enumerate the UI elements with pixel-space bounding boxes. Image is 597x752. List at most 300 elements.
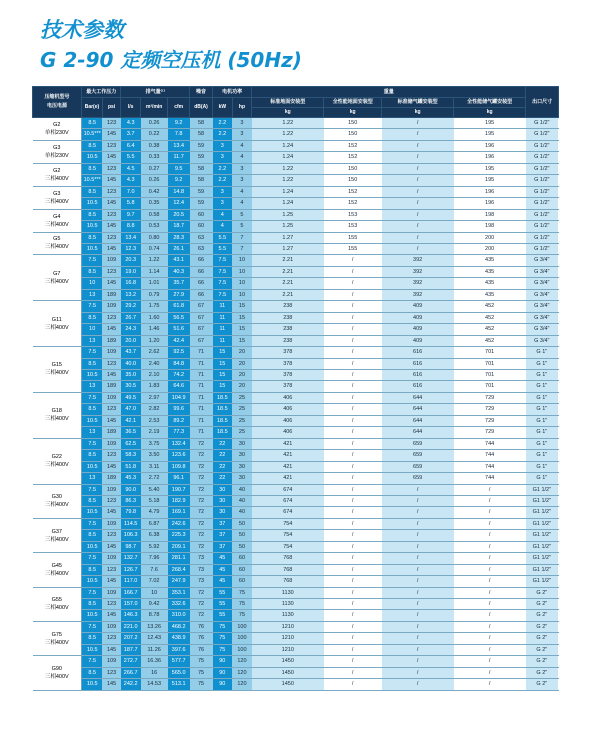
cell-weight-4: / [454, 495, 526, 506]
cell-outlet: G 2" [526, 656, 559, 667]
table-row [33, 656, 559, 667]
table-row [33, 507, 559, 518]
cell-weight-2: / [324, 278, 382, 289]
cell-weight-3: 409 [382, 335, 454, 346]
cell-weight-4: 452 [454, 301, 526, 312]
cell-dba: 73 [190, 553, 213, 564]
cell-cfm: 99.6 [168, 404, 190, 415]
cell-weight-2: / [324, 289, 382, 300]
cell-m3min: 0.26 [141, 175, 168, 186]
cell-hp: 120 [232, 679, 252, 690]
cell-weight-4: 435 [454, 255, 526, 266]
cell-weight-1: 768 [252, 576, 324, 587]
cell-weight-4: 701 [454, 369, 526, 380]
cell-bar: 10.5 [82, 576, 103, 587]
cell-weight-2: 152 [324, 186, 382, 197]
cell-cfm: 51.6 [168, 324, 190, 335]
table-row [33, 255, 559, 266]
cell-ls: 242.2 [121, 679, 141, 690]
model-cell [33, 392, 82, 438]
cell-weight-3: 659 [382, 450, 454, 461]
cell-dba: 71 [190, 415, 213, 426]
cell-weight-3: / [382, 495, 454, 506]
cell-dba: 58 [190, 175, 213, 186]
cell-dba: 58 [190, 129, 213, 140]
table-row [33, 301, 559, 312]
cell-weight-1: 674 [252, 495, 324, 506]
table-row [33, 369, 559, 380]
cell-weight-2: 153 [324, 209, 382, 220]
model-cell [33, 656, 82, 690]
cell-weight-3: / [382, 209, 454, 220]
cell-m3min: 0.74 [141, 243, 168, 254]
cell-ls: 8.8 [121, 221, 141, 232]
cell-kw: 75 [213, 644, 233, 655]
cell-cfm: 513.1 [168, 679, 190, 690]
cell-cfm: 310.0 [168, 610, 190, 621]
cell-weight-4: / [454, 587, 526, 598]
cell-cfm: 268.4 [168, 564, 190, 575]
cell-hp: 5 [232, 221, 252, 232]
page-subtitle: G 2-90 定频空压机 (50Hz) [40, 48, 302, 72]
cell-weight-4: 198 [454, 209, 526, 220]
cell-ls: 86.3 [121, 495, 141, 506]
cell-dba: 71 [190, 381, 213, 392]
cell-kw: 2.2 [213, 175, 233, 186]
cell-hp: 4 [232, 140, 252, 151]
cell-weight-3: 392 [382, 289, 454, 300]
cell-outlet: G 1" [526, 461, 559, 472]
cell-weight-2: / [324, 610, 382, 621]
cell-ls: 13.4 [121, 232, 141, 243]
cell-kw: 2.2 [213, 129, 233, 140]
cell-m3min: 2.53 [141, 415, 168, 426]
cell-ls: 187.7 [121, 644, 141, 655]
cell-m3min: 0.79 [141, 289, 168, 300]
cell-outlet: G 3/4" [526, 255, 559, 266]
cell-psi: 145 [102, 221, 121, 232]
header-kg-4: kg [454, 108, 526, 118]
cell-hp: 25 [232, 392, 252, 403]
cell-ls: 58.3 [121, 450, 141, 461]
cell-kw: 30 [213, 495, 233, 506]
model-name: G4 [53, 213, 61, 220]
cell-bar: 10.5 [82, 243, 103, 254]
cell-weight-4: / [454, 518, 526, 529]
cell-hp: 100 [232, 644, 252, 655]
cell-weight-3: / [382, 140, 454, 151]
cell-m3min: 2.19 [141, 427, 168, 438]
cell-bar: 8.5 [82, 530, 103, 541]
model-name: G37 [51, 528, 62, 535]
cell-weight-1: 1130 [252, 587, 324, 598]
model-name: G7 [53, 270, 61, 277]
cell-weight-3: / [382, 221, 454, 232]
cell-weight-4: 452 [454, 335, 526, 346]
cell-m3min: 0.38 [141, 140, 168, 151]
cell-hp: 20 [232, 369, 252, 380]
cell-m3min: 14.53 [141, 679, 168, 690]
cell-weight-3: / [382, 679, 454, 690]
cell-dba: 71 [190, 358, 213, 369]
cell-weight-3: / [382, 564, 454, 575]
table-row [33, 347, 559, 358]
cell-kw: 30 [213, 484, 233, 495]
cell-weight-4: 452 [454, 312, 526, 323]
cell-dba: 72 [190, 610, 213, 621]
table-row [33, 610, 559, 621]
cell-weight-4: / [454, 633, 526, 644]
model-power-supply: 三相400V [44, 605, 69, 612]
cell-weight-1: 1.22 [252, 118, 324, 129]
model-name: G11 [51, 316, 62, 323]
cell-weight-4: / [454, 541, 526, 552]
cell-weight-1: 406 [252, 415, 324, 426]
cell-psi: 145 [102, 243, 121, 254]
cell-ls: 51.8 [121, 461, 141, 472]
header-kg-3: kg [382, 108, 454, 118]
cell-hp: 10 [232, 266, 252, 277]
cell-ls: 5.8 [121, 198, 141, 209]
cell-hp: 25 [232, 404, 252, 415]
cell-weight-3: / [382, 198, 454, 209]
cell-weight-1: 1450 [252, 679, 324, 690]
cell-cfm: 169.1 [168, 507, 190, 518]
cell-kw: 3 [213, 140, 233, 151]
cell-m3min: 1.14 [141, 266, 168, 277]
cell-weight-1: 238 [252, 335, 324, 346]
cell-weight-1: 421 [252, 461, 324, 472]
table-row [33, 427, 559, 438]
cell-weight-1: 1.22 [252, 175, 324, 186]
cell-psi: 145 [102, 129, 121, 140]
cell-ls: 221.0 [121, 621, 141, 632]
cell-weight-4: 196 [454, 186, 526, 197]
cell-kw: 3 [213, 186, 233, 197]
cell-cfm: 28.3 [168, 232, 190, 243]
cell-m3min: 3.11 [141, 461, 168, 472]
cell-weight-1: 406 [252, 392, 324, 403]
cell-ls: 4.3 [121, 175, 141, 186]
cell-psi: 123 [102, 404, 121, 415]
cell-weight-3: 409 [382, 301, 454, 312]
cell-outlet: G 1/2" [526, 140, 559, 151]
cell-m3min: 0.33 [141, 152, 168, 163]
cell-weight-1: 238 [252, 312, 324, 323]
cell-weight-2: / [324, 438, 382, 449]
cell-ls: 35.0 [121, 369, 141, 380]
cell-outlet: G 3/4" [526, 301, 559, 312]
cell-kw: 22 [213, 438, 233, 449]
cell-weight-1: 768 [252, 553, 324, 564]
cell-ls: 12.3 [121, 243, 141, 254]
cell-psi: 123 [102, 312, 121, 323]
table-row [33, 679, 559, 690]
cell-cfm: 7.8 [168, 129, 190, 140]
cell-ls: 62.5 [121, 438, 141, 449]
cell-m3min: 0.53 [141, 221, 168, 232]
table-row [33, 576, 559, 587]
cell-weight-1: 1.22 [252, 163, 324, 174]
cell-weight-4: / [454, 564, 526, 575]
cell-m3min: 1.75 [141, 301, 168, 312]
cell-hp: 60 [232, 576, 252, 587]
cell-weight-1: 421 [252, 473, 324, 484]
model-name: G3 [53, 144, 61, 151]
cell-weight-4: / [454, 621, 526, 632]
model-name: G90 [51, 665, 62, 672]
cell-psi: 145 [102, 175, 121, 186]
cell-bar: 10.5 [82, 679, 103, 690]
table-row [33, 484, 559, 495]
cell-ls: 272.7 [121, 656, 141, 667]
cell-weight-1: 1.24 [252, 140, 324, 151]
cell-bar: 7.5 [82, 621, 103, 632]
cell-psi: 109 [102, 255, 121, 266]
cell-weight-4: / [454, 507, 526, 518]
cell-weight-1: 1210 [252, 621, 324, 632]
cell-bar: 7.5 [82, 518, 103, 529]
cell-psi: 109 [102, 438, 121, 449]
cell-weight-2: / [324, 358, 382, 369]
cell-weight-4: 701 [454, 381, 526, 392]
header-outlet: 出口尺寸 [526, 87, 559, 118]
cell-psi: 109 [102, 347, 121, 358]
cell-bar: 7.5 [82, 392, 103, 403]
cell-weight-4: 435 [454, 266, 526, 277]
cell-dba: 72 [190, 473, 213, 484]
cell-cfm: 11.7 [168, 152, 190, 163]
cell-m3min: 1.20 [141, 335, 168, 346]
cell-weight-1: 238 [252, 324, 324, 335]
cell-bar: 8.5 [82, 599, 103, 610]
cell-weight-4: 200 [454, 243, 526, 254]
header-hp: hp [232, 98, 252, 118]
cell-hp: 25 [232, 415, 252, 426]
cell-outlet: G1 1/2" [526, 530, 559, 541]
cell-hp: 50 [232, 530, 252, 541]
cell-psi: 109 [102, 587, 121, 598]
cell-weight-4: / [454, 679, 526, 690]
cell-m3min: 10 [141, 587, 168, 598]
cell-cfm: 26.1 [168, 243, 190, 254]
cell-dba: 71 [190, 392, 213, 403]
table-row [33, 163, 559, 174]
cell-kw: 45 [213, 564, 233, 575]
cell-weight-2: / [324, 576, 382, 587]
cell-kw: 22 [213, 461, 233, 472]
cell-bar: 8.5 [82, 312, 103, 323]
cell-psi: 145 [102, 576, 121, 587]
table-row [33, 152, 559, 163]
cell-cfm: 56.5 [168, 312, 190, 323]
table-body [33, 118, 559, 691]
cell-psi: 145 [102, 152, 121, 163]
cell-weight-1: 768 [252, 564, 324, 575]
cell-psi: 145 [102, 507, 121, 518]
cell-outlet: G 1" [526, 450, 559, 461]
cell-kw: 11 [213, 301, 233, 312]
cell-bar: 10 [82, 324, 103, 335]
cell-weight-1: 674 [252, 484, 324, 495]
cell-bar: 10.5 [82, 610, 103, 621]
cell-psi: 123 [102, 633, 121, 644]
cell-m3min: 1.46 [141, 324, 168, 335]
cell-bar: 7.5 [82, 484, 103, 495]
cell-dba: 72 [190, 507, 213, 518]
cell-weight-2: 150 [324, 129, 382, 140]
cell-dba: 72 [190, 587, 213, 598]
cell-bar: 7.5 [82, 587, 103, 598]
cell-bar: 7.5 [82, 438, 103, 449]
cell-m3min: 5.18 [141, 495, 168, 506]
cell-psi: 109 [102, 553, 121, 564]
cell-weight-2: 153 [324, 221, 382, 232]
cell-psi: 189 [102, 427, 121, 438]
cell-weight-2: / [324, 518, 382, 529]
cell-m3min: 4.79 [141, 507, 168, 518]
header-kg-2: kg [324, 108, 382, 118]
cell-kw: 30 [213, 507, 233, 518]
model-power-supply: 三相400V [44, 370, 69, 377]
cell-psi: 145 [102, 324, 121, 335]
cell-bar: 10 [82, 278, 103, 289]
cell-bar: 10.5 [82, 415, 103, 426]
cell-hp: 40 [232, 484, 252, 495]
model-name: G55 [51, 597, 62, 604]
cell-psi: 145 [102, 369, 121, 380]
cell-weight-3: / [382, 656, 454, 667]
cell-m3min: 1.83 [141, 381, 168, 392]
table-row [33, 335, 559, 346]
cell-m3min: 7.6 [141, 564, 168, 575]
model-cell [33, 186, 82, 209]
cell-weight-3: 392 [382, 266, 454, 277]
cell-ls: 9.7 [121, 209, 141, 220]
cell-kw: 4 [213, 221, 233, 232]
cell-weight-4: / [454, 644, 526, 655]
cell-cfm: 89.2 [168, 415, 190, 426]
cell-weight-4: 435 [454, 278, 526, 289]
cell-weight-4: 729 [454, 392, 526, 403]
cell-weight-3: / [382, 163, 454, 174]
cell-psi: 123 [102, 186, 121, 197]
cell-cfm: 9.5 [168, 163, 190, 174]
cell-weight-1: 421 [252, 438, 324, 449]
cell-dba: 72 [190, 484, 213, 495]
cell-hp: 120 [232, 656, 252, 667]
cell-hp: 40 [232, 495, 252, 506]
cell-weight-1: 406 [252, 404, 324, 415]
cell-bar: 8.5 [82, 266, 103, 277]
cell-m3min: 2.10 [141, 369, 168, 380]
cell-bar: 8.5 [82, 186, 103, 197]
cell-m3min: 0.80 [141, 232, 168, 243]
table-row [33, 312, 559, 323]
cell-outlet: G 1/2" [526, 232, 559, 243]
cell-outlet: G 2" [526, 667, 559, 678]
table-row [33, 599, 559, 610]
cell-ls: 30.5 [121, 381, 141, 392]
cell-cfm: 27.9 [168, 289, 190, 300]
cell-kw: 15 [213, 381, 233, 392]
cell-dba: 58 [190, 163, 213, 174]
model-cell [33, 621, 82, 655]
cell-weight-3: / [382, 644, 454, 655]
cell-bar: 8.5 [82, 564, 103, 575]
model-cell [33, 587, 82, 621]
cell-cfm: 64.6 [168, 381, 190, 392]
cell-bar: 10.5 [82, 369, 103, 380]
cell-cfm: 281.1 [168, 553, 190, 564]
cell-bar: 10.5*** [82, 175, 103, 186]
cell-ls: 24.3 [121, 324, 141, 335]
cell-weight-1: 378 [252, 369, 324, 380]
model-cell [33, 118, 82, 141]
cell-kw: 5.5 [213, 243, 233, 254]
header-weight-1: 标准地面安装型 [252, 98, 324, 108]
cell-dba: 72 [190, 438, 213, 449]
cell-dba: 60 [190, 221, 213, 232]
cell-bar: 8.5 [82, 140, 103, 151]
cell-outlet: G 3/4" [526, 266, 559, 277]
cell-weight-2: / [324, 553, 382, 564]
cell-ls: 114.5 [121, 518, 141, 529]
cell-cfm: 42.4 [168, 335, 190, 346]
cell-weight-3: / [382, 576, 454, 587]
cell-weight-4: 195 [454, 163, 526, 174]
cell-cfm: 468.2 [168, 621, 190, 632]
cell-weight-3: 644 [382, 427, 454, 438]
model-name: G45 [51, 562, 62, 569]
cell-weight-2: / [324, 541, 382, 552]
cell-bar: 8.5 [82, 163, 103, 174]
table-row [33, 438, 559, 449]
cell-weight-2: / [324, 656, 382, 667]
cell-weight-2: / [324, 473, 382, 484]
cell-cfm: 74.2 [168, 369, 190, 380]
cell-hp: 60 [232, 553, 252, 564]
cell-m3min: 2.40 [141, 358, 168, 369]
cell-hp: 15 [232, 301, 252, 312]
cell-outlet: G 1" [526, 473, 559, 484]
cell-weight-1: 406 [252, 427, 324, 438]
cell-hp: 25 [232, 427, 252, 438]
cell-weight-1: 1130 [252, 599, 324, 610]
table-row [33, 209, 559, 220]
cell-m3min: 8.78 [141, 610, 168, 621]
cell-kw: 37 [213, 530, 233, 541]
cell-dba: 72 [190, 461, 213, 472]
cell-weight-4: 744 [454, 438, 526, 449]
model-name: G15 [51, 362, 62, 369]
cell-psi: 145 [102, 198, 121, 209]
cell-weight-3: / [382, 667, 454, 678]
cell-outlet: G1 1/2" [526, 484, 559, 495]
cell-cfm: 13.4 [168, 140, 190, 151]
model-name: G22 [51, 454, 62, 461]
cell-weight-3: 409 [382, 312, 454, 323]
cell-cfm: 40.3 [168, 266, 190, 277]
cell-hp: 3 [232, 118, 252, 129]
cell-weight-4: 200 [454, 232, 526, 243]
model-power-supply: 三相400V [44, 175, 69, 182]
cell-hp: 15 [232, 324, 252, 335]
cell-weight-4: / [454, 553, 526, 564]
cell-dba: 72 [190, 495, 213, 506]
cell-weight-1: 378 [252, 347, 324, 358]
cell-outlet: G 2" [526, 599, 559, 610]
